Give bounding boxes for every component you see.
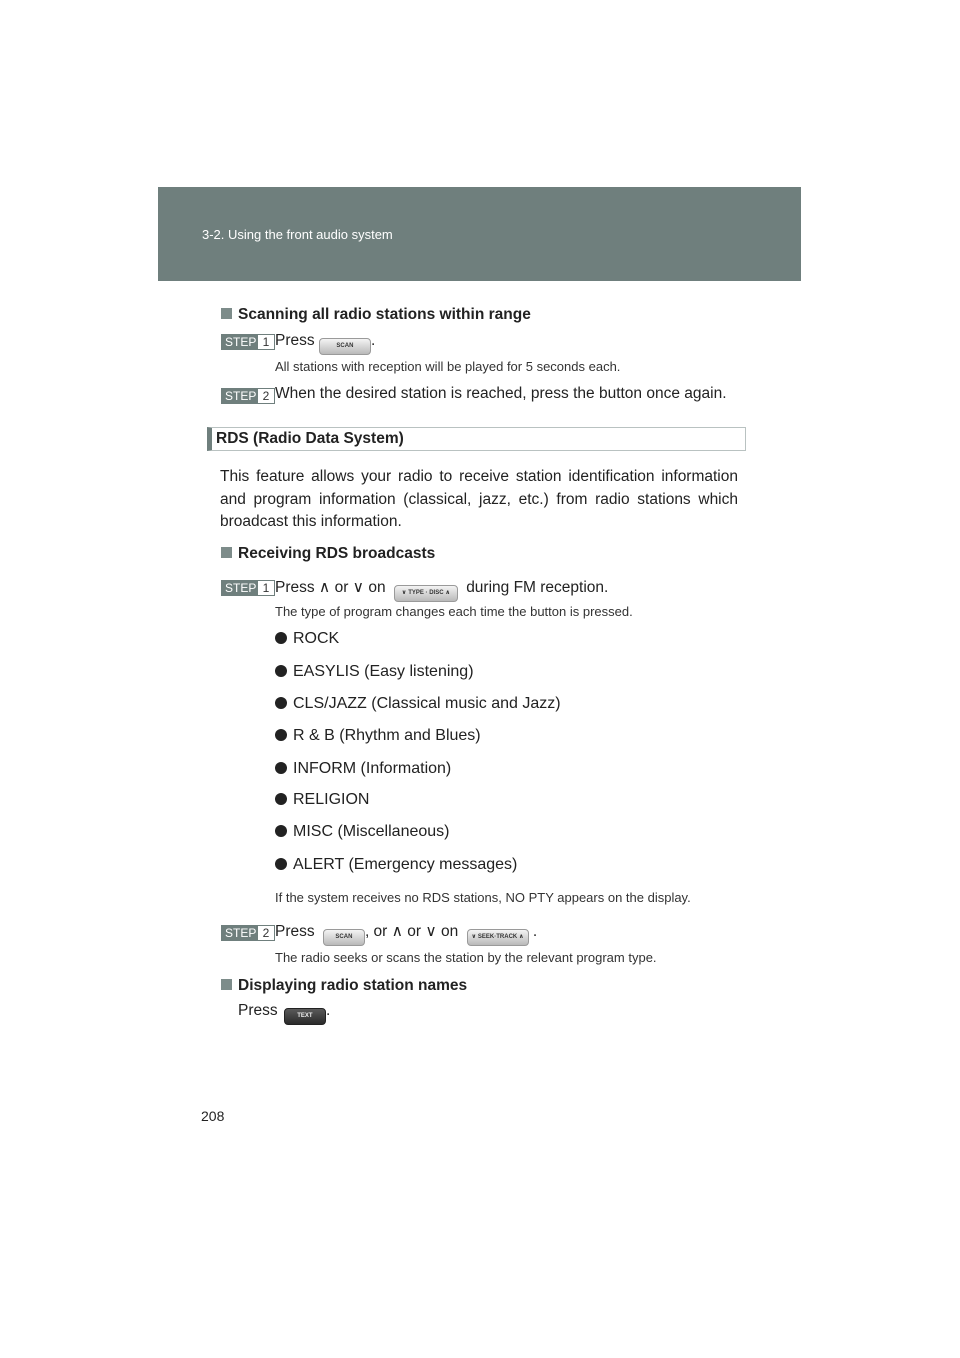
list-item: EASYLIS (Easy listening) <box>275 663 474 681</box>
rds-intro-paragraph: This feature allows your radio to receive station identification information and program information (classical, jazz, etc.) from radio stations which broadcast this information. <box>220 468 738 530</box>
list-item: INFORM (Information) <box>275 760 451 778</box>
square-bullet-icon <box>221 979 232 990</box>
list-item: R & B (Rhythm and Blues) <box>275 727 481 745</box>
list-item: MISC (Miscellaneous) <box>275 823 449 841</box>
scan-button-icon: SCAN <box>323 929 365 946</box>
step-1-badge: STEP 1 <box>221 580 275 596</box>
scan-button-icon: SCAN <box>319 338 371 355</box>
displaying-text: Press TEXT . <box>238 1002 330 1025</box>
scan-heading: Scanning all radio stations within range <box>221 306 531 324</box>
step-1-badge: STEP 1 <box>221 334 275 350</box>
list-item: CLS/JAZZ (Classical music and Jazz) <box>275 695 561 713</box>
list-item: RELIGION <box>275 791 369 809</box>
section-title: RDS (Radio Data System) <box>216 430 404 447</box>
bullet-icon <box>275 858 287 870</box>
scan-step1-note: All stations with reception will be played for 5 seconds each. <box>275 359 621 374</box>
step-2-badge: STEP 2 <box>221 388 275 404</box>
bullet-icon <box>275 632 287 644</box>
page-number: 208 <box>201 1108 225 1124</box>
bullet-icon <box>275 825 287 837</box>
type-disc-button-icon: ∨ TYPE · DISC ∧ <box>394 585 458 602</box>
bullet-icon <box>275 665 287 677</box>
receiving-step1-note: The type of program changes each time the button is pressed. <box>275 604 633 619</box>
scan-step1-text: Press SCAN . <box>275 332 375 355</box>
seek-track-button-icon: ∨ SEEK·TRACK ∧ <box>467 929 529 946</box>
step-2-badge: STEP 2 <box>221 925 275 941</box>
receiving-step2-note: The radio seeks or scans the station by the relevant program type. <box>275 950 657 965</box>
square-bullet-icon <box>221 547 232 558</box>
bullet-icon <box>275 762 287 774</box>
displaying-heading: Displaying radio station names <box>221 977 467 995</box>
no-rds-note: If the system receives no RDS stations, NO PTY appears on the display. <box>275 890 691 905</box>
bullet-icon <box>275 793 287 805</box>
list-item: ROCK <box>275 630 339 648</box>
receiving-step1-text: Press ∧ or ∨ on ∨ TYPE · DISC ∧ during FM reception. <box>275 578 608 602</box>
page-header <box>158 187 801 281</box>
text-button-icon: TEXT <box>284 1008 326 1025</box>
header-title: 3-2. Using the front audio system <box>202 227 393 242</box>
receiving-heading: Receiving RDS broadcasts <box>221 545 435 563</box>
square-bullet-icon <box>221 308 232 319</box>
bullet-icon <box>275 729 287 741</box>
section-title-bar <box>207 427 746 451</box>
list-item: ALERT (Emergency messages) <box>275 856 517 874</box>
bullet-icon <box>275 697 287 709</box>
scan-step2-text: When the desired station is reached, press the button once again. <box>275 385 727 402</box>
receiving-step2-text: Press SCAN , or ∧ or ∨ on ∨ SEEK·TRACK ∧ . <box>275 922 537 946</box>
